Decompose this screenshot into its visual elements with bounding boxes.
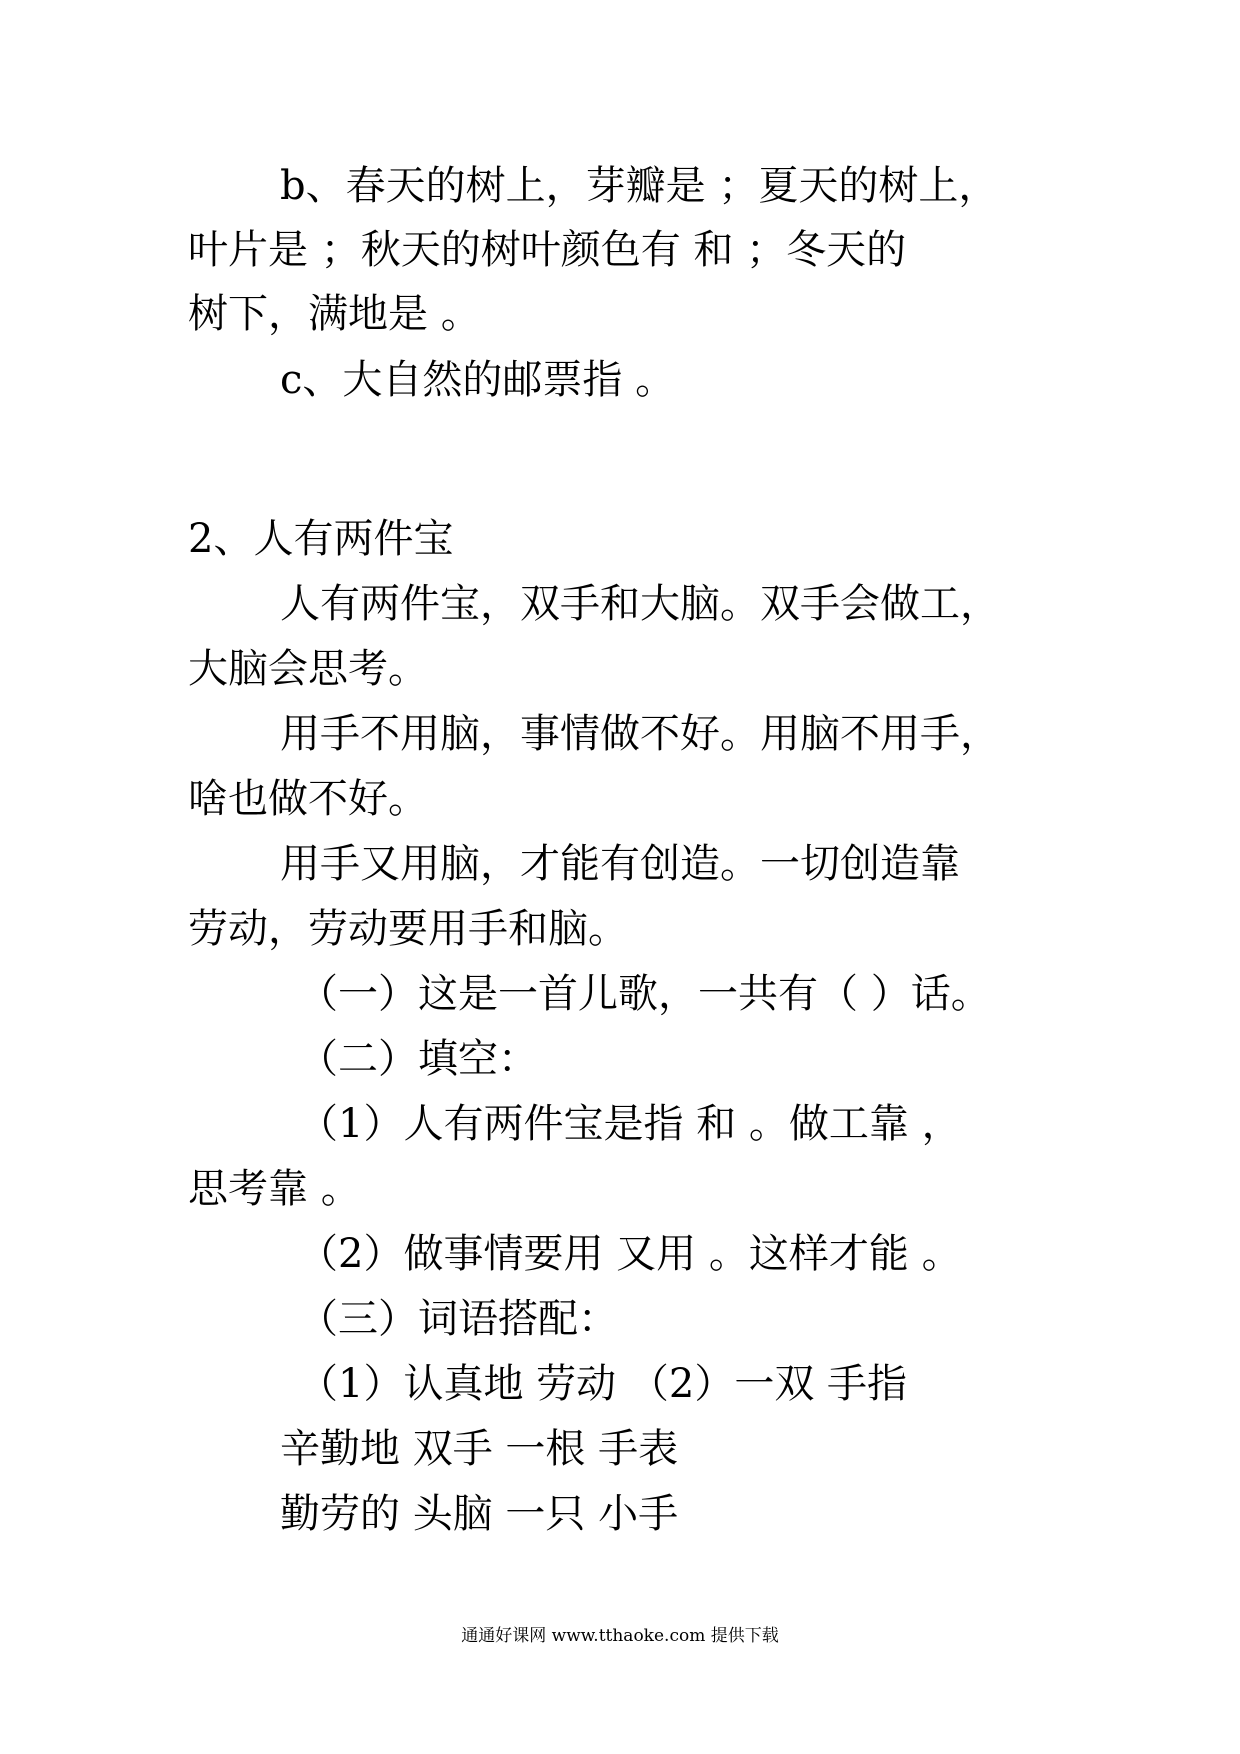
question-line: （1）人有两件宝是指 和 。做工靠 ， [298, 1101, 962, 1147]
text-line: b、春天的树上，芽瓣是 ；夏天的树上， [280, 163, 999, 209]
text-line: c、大自然的邮票指 。 [280, 357, 676, 403]
text-line: 思考靠 。 [188, 1166, 361, 1212]
text-line: 勤劳的 头脑 一只 小手 [280, 1491, 679, 1537]
text-line: 人有两件宝，双手和大脑。双手会做工， [280, 581, 1000, 627]
text-line: 大脑会思考。 [188, 646, 428, 692]
footer-text: 通通好课网 www.tthaoke.com 提供下载 [461, 1626, 779, 1646]
question-line: （2）做事情要用 又用 。这样才能 。 [298, 1231, 962, 1277]
question-line: （三）词语搭配： [298, 1296, 618, 1342]
question-line: （1）认真地 劳动 （2）一双 手指 [298, 1361, 908, 1407]
text-line: 用手不用脑，事情做不好。用脑不用手， [280, 711, 1000, 757]
section-title: 2、人有两件宝 [188, 516, 454, 562]
text-line: 啥也做不好。 [188, 776, 428, 822]
text-line: 劳动，劳动要用手和脑。 [188, 906, 628, 952]
text-line: 树下，满地是 。 [188, 291, 481, 337]
question-line: （二）填空： [298, 1036, 538, 1082]
text-line: 叶片是 ；秋天的树叶颜色有 和 ；冬天的 [188, 227, 907, 273]
question-line: （一）这是一首儿歌，一共有（ ）话。 [298, 971, 991, 1017]
text-line: 用手又用脑，才能有创造。一切创造靠 [280, 841, 960, 887]
text-line: 辛勤地 双手 一根 手表 [280, 1426, 679, 1472]
